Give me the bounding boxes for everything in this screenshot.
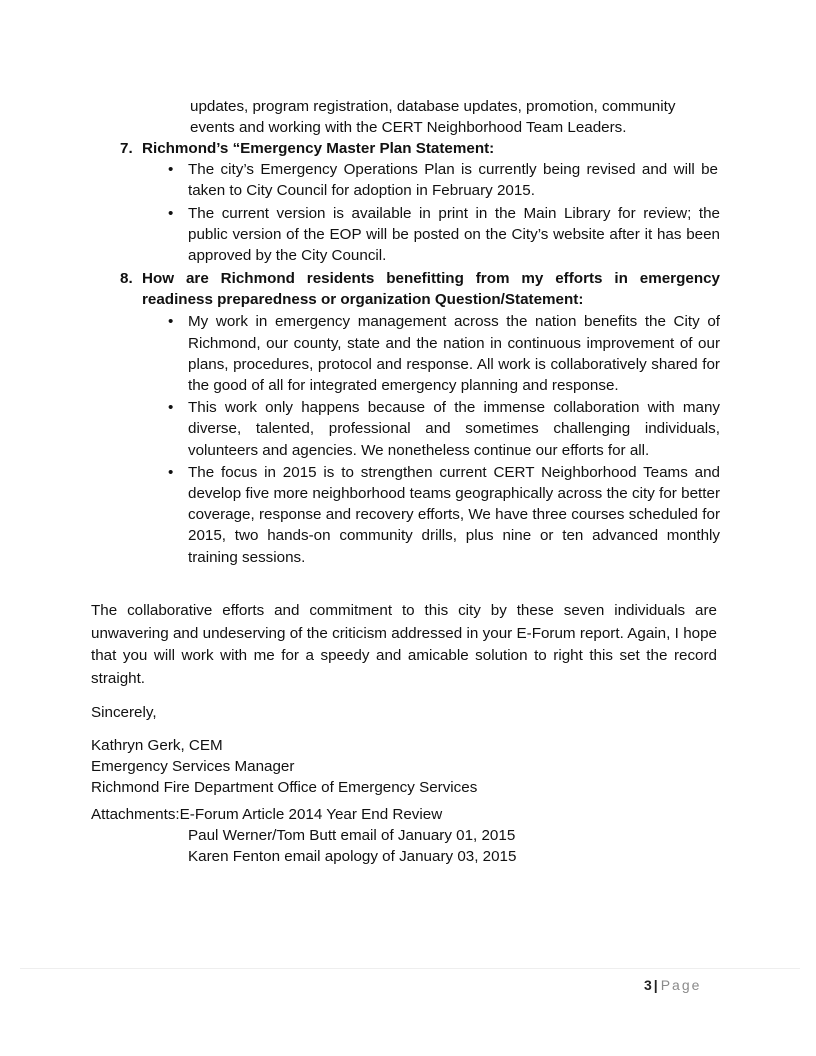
attachments-label: Attachments: [91, 806, 180, 823]
item-number: 7. [120, 140, 133, 157]
attachment-item: Paul Werner/Tom Butt email of January 01, 2015 [188, 827, 516, 844]
item-heading: How are Richmond residents benefitting from my efforts in emergency readiness preparedness or organization Question/Statement: [142, 270, 720, 309]
bullet-item: • The current version is available in print in the Main Library for review; the public version of the EOP will be posted on the City’s website after it has been approved by the City Council. [168, 204, 720, 265]
continuation-text: updates, program registration, database updates, promotion, community events and working with the CERT Neighborhood Team Leaders. [190, 98, 676, 137]
signature-name: Kathryn Gerk, CEM [91, 737, 223, 754]
page-footer [644, 975, 701, 996]
bullet-icon: • [168, 161, 174, 179]
bullet-item: • The city’s Emergency Operations Plan is currently being revised and will be taken to City Council for adoption in February 2015. [168, 161, 718, 200]
salutation: Sincerely, [91, 704, 157, 721]
bullet-item: • My work in emergency management across the nation benefits the City of Richmond, our county, state and the nation in continuous improvement of our plans, procedures, protocol and response. All work is collaboratively shared for the good of all for integrated emergency planning and response. [168, 313, 720, 395]
bullet-icon: • [168, 204, 174, 222]
closing-paragraph: The collaborative efforts and commitment to this city by these seven individuals are unwavering and undeserving of the criticism addressed in your E-Forum report. Again, I hope that you will work with me for a speedy and amicable solution to right this set the record straight. [91, 602, 717, 687]
attachment-item: Karen Fenton email apology of January 03, 2015 [188, 848, 517, 866]
signature-block [91, 735, 717, 799]
bullet-icon: • [168, 313, 174, 331]
signature-org: Richmond Fire Department Office of Emergency Services [91, 779, 478, 797]
bullet-list [166, 311, 720, 567]
footer-divider [20, 968, 800, 969]
page-separator: | [653, 977, 658, 993]
bullet-item: • This work only happens because of the immense collaboration with many diverse, talented, professional and sometimes challenging individuals, volunteers and agencies. We nonetheless continue our efforts for all. [168, 399, 720, 459]
item-number: 8. [120, 270, 133, 287]
page-number: 3 [644, 977, 652, 993]
list-item-7 [120, 138, 720, 266]
bullet-item: • The focus in 2015 is to strengthen current CERT Neighborhood Teams and develop five more neighborhood teams geographically across the city for better coverage, response and recovery efforts, We have three courses scheduled for 2015, two hands-on community drills, plus nine or ten advanced monthly training sessions. [168, 463, 720, 566]
signature-title: Emergency Services Manager [91, 758, 295, 776]
item-heading: Richmond’s “Emergency Master Plan Statement: [142, 140, 495, 157]
attachments-block [91, 804, 517, 866]
bullet-list [166, 159, 720, 266]
bullet-icon: • [168, 399, 174, 417]
page-word: Page [660, 977, 702, 993]
attachment-item: E-Forum Article 2014 Year End Review [179, 806, 443, 823]
list-item-8 [120, 268, 720, 568]
bullet-icon: • [168, 463, 174, 481]
